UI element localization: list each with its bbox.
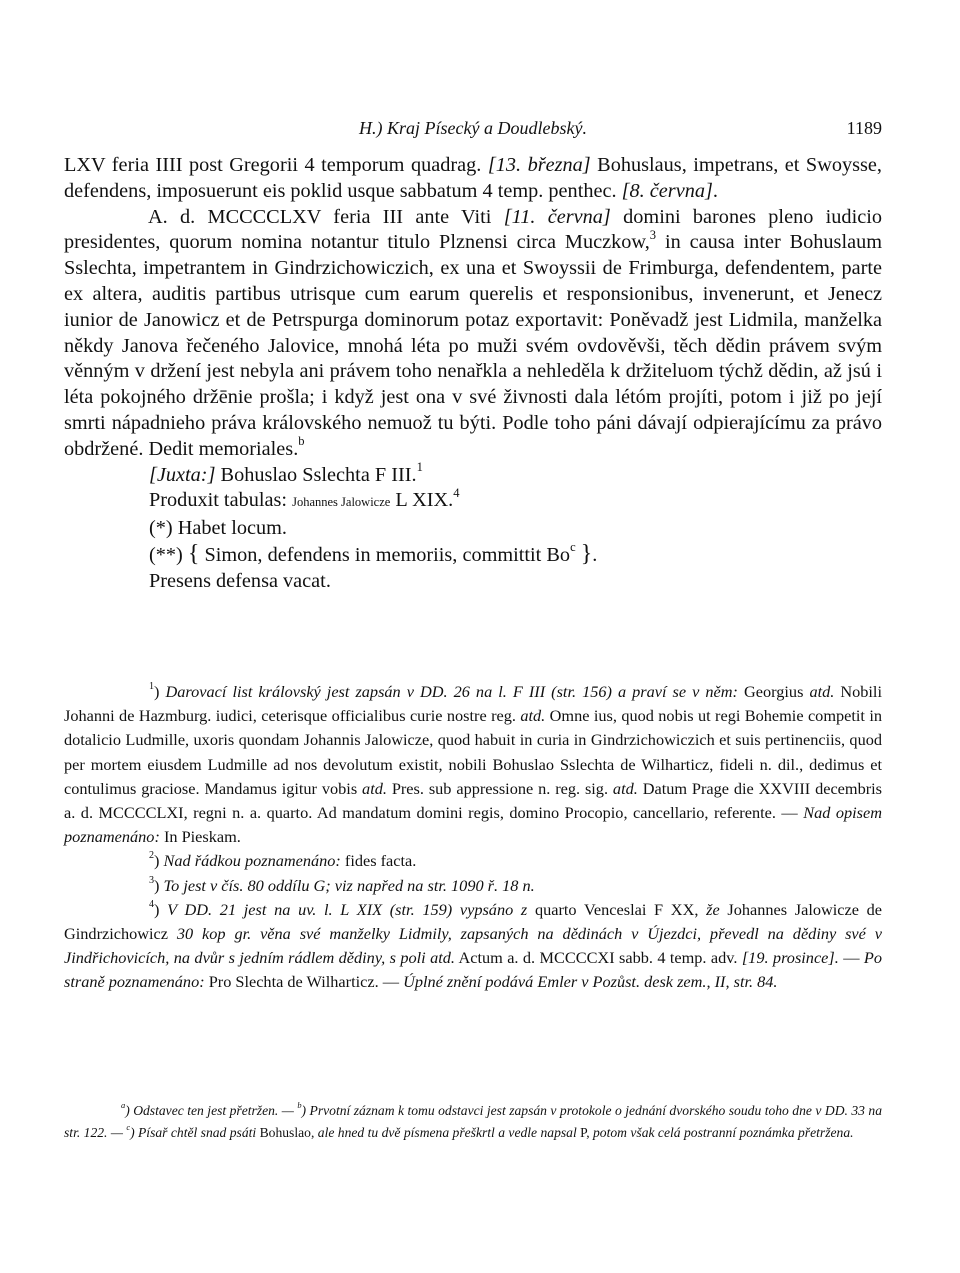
footnote-2: $^2$) Nad řádkou poznamenáno: fides facta. <box>149 850 417 871</box>
footnote-ref-b: b <box>298 434 305 449</box>
habet-line: (*) Habet locum. <box>149 517 287 540</box>
page-number: 1189 <box>846 118 882 138</box>
page-header <box>64 118 882 142</box>
simon-line: (**) { Simon, defendens in memoriis, committit Bo$^c$ }. <box>149 540 598 567</box>
presens-line: Presens defensa vacat. <box>149 569 331 592</box>
juxta-line: [Juxta:] Bohuslao Sslechta F III.$^1$ <box>149 459 423 486</box>
running-title: H.) Kraj Písecký a Doudlebský. <box>359 118 587 138</box>
entry-paragraph-1: LXV feria IIII post Gregorii 4 temporum quadrag. [13. března] Bohuslaus, impetrans, et Swoysse, defendens, imposuerunt eis poklid usque sabbatum 4 temp. penthec. [8. června]. <box>64 154 882 202</box>
footnote-4: $^4$) V DD. 21 jest na uv. l. L XIX (str. 159) vypsáno z quarto Venceslai F XX, že Johannes Jalowicze de Gindrzichowicz 30 kop gr. věna své manželky Lidmily, zapsaných na dědinách v Újezdci, převedl na dědiny své v Jindřichovicích, na dvůr s jedním rádlem dědiny, s poli atd. Actum a. d. MCCCCXI sabb. 4 temp. adv. [19. prosince]. — Po straně poznamenáno: Pro Slechta de Wilharticz. — Úplné znění podává Emler v Pozůst. desk zem., II, str. 84. <box>64 898 883 992</box>
produxit-line: Produxit tabulas: Johannes Jalowicze L XIX.$^4$ <box>149 485 460 512</box>
main-text <box>64 153 882 595</box>
editor-notes <box>64 1100 882 1143</box>
footnote-ref-c: c <box>570 540 576 555</box>
footnotes <box>64 680 882 995</box>
footnote-1: $^1$) Darovací list královský jest zapsán v DD. 26 na l. F III (str. 156) a praví se v něm: Georgius atd. Nobili Johanni de Hazmburg. iudici, ceterisque officialibus curie nostre reg. atd. Omne ius, quod nobis ut regi Bohemie competit in dotalicio Ludmille, uxoris quondam Johannis Jalowicze, quod habuit in curia in Gindrzichowiczich et suis pertinenciis, quod per mortem eiusdem Ludmille ad nos devolutum existit, nobili Bohuslao Sslechta de Wilharticz, fideli n. dil., dedimus et contulimus graciose. Mandamus igitur vobis atd. Pres. sub appressione n. reg. sig. atd. Datum Prage die XXVIII decembris a. d. MCCCCLXI, regni n. a. quarto. Ad mandatum domini regis, domino Procopio, cancellario, referente. — Nad opisem poznamenáno: In Pieskam. <box>64 681 882 847</box>
footnote-ref-1: 1 <box>416 459 423 474</box>
footnote-ref-3: 3 <box>649 227 657 242</box>
editor-note-block: $^a$) Odstavec ten jest přetržen. — $^b$) Prvotní záznam k tomu odstavci jest zapsán v protokole o jednání dvorského soudu toho dne v DD. 33 na str. 122. — $^c$) Písař chtěl snad psáti Bohuslao, ale hned tu dvě písmena přeškrtl a vedle napsal P, potom však celá postranní poznámka přetržena. <box>64 1100 883 1140</box>
footnote-ref-4: 4 <box>453 485 460 500</box>
entry-paragraph-2: A. d. MCCCCLXV feria III ante Viti [11. června] domini barones pleno iudicio presidentes, quorum nomina notantur titulo Plznensi circa Muczkow,$^3$ in causa inter Bohuslaum Sslechta, impetrantem in Gindrzichowiczich, ex una et Swoyssii de Frimburga, defendentem, parte ex altera, auditis partibus utrisque cum earum querelis et responsionibus, invenerunt, et Jenecz iunior de Janowicz et de Petrspurga dominorum potaz exportavit: Poněvadž jest Lidmila, manželka někdy Janova řečeného Jalovice, mnohá léta po muži svém ovdověvši, těch dědin právem svým věnným v držení jest nebyla ani právem toho nenařkla a nehleděla k držiteluom týchž dědin, až jsú i léta pokojného držēnie prošla; i když jest ona v své živnosti dala létóm projíti, potom i již po její smrti nápadnieho práva královského nemuož tu býti. Podle toho páni dávají odpierajícímu za právo obdržené. Dedit memoriales.$^b$ <box>64 205 882 460</box>
footnote-3: $^3$) To jest v čís. 80 oddílu G; viz napřed na str. 1090 ř. 18 n. <box>149 874 535 895</box>
